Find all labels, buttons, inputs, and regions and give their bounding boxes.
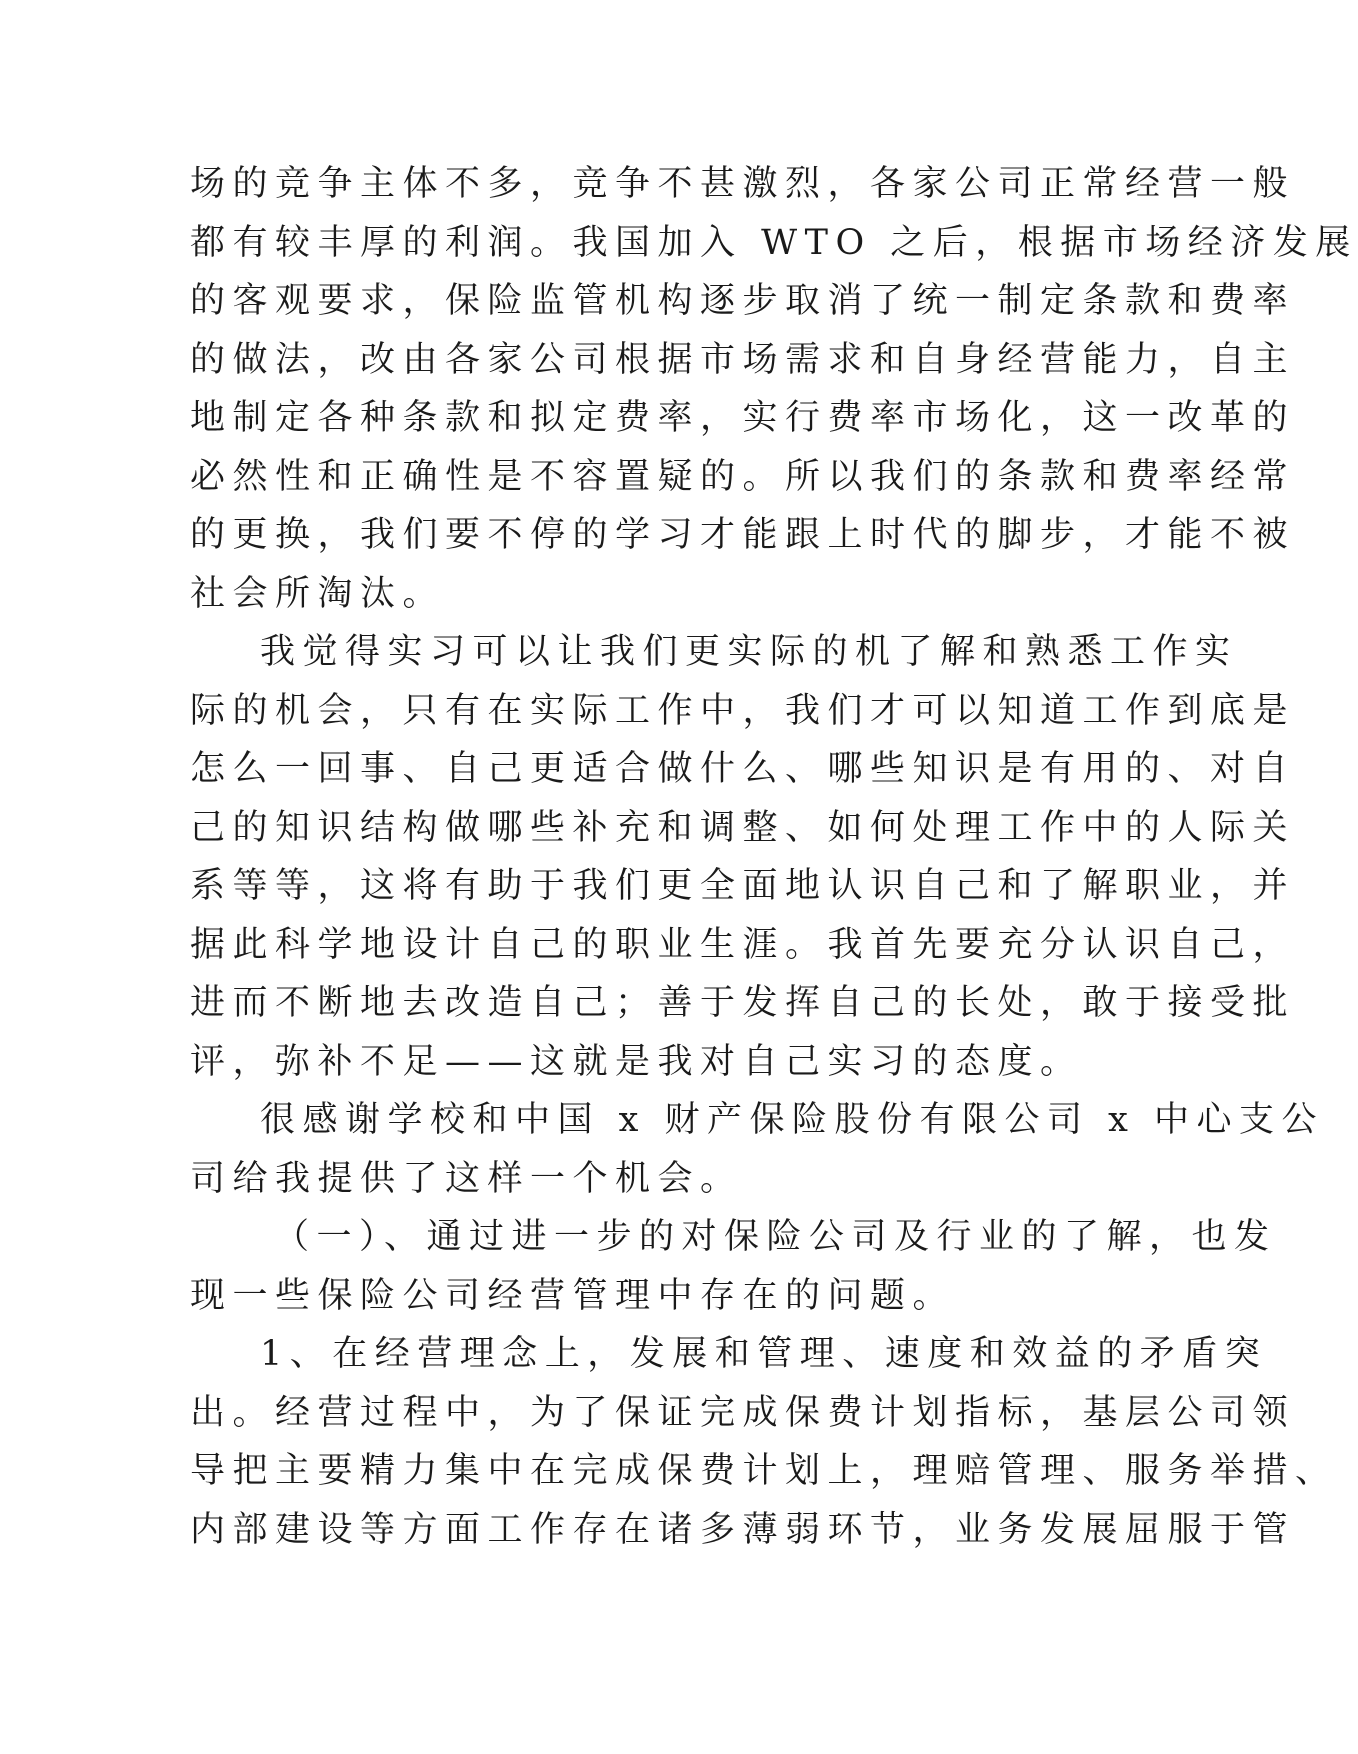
text-line: 据此科学地设计自己的职业生涯。我首先要充分认识自己， — [190, 924, 1296, 965]
paragraph-start-line: 1、在经营理念上，发展和管理、速度和效益的矛盾突 — [260, 1334, 1268, 1374]
text-line: 都有较丰厚的利润。我国加入 WTO 之后，根据市场经济发展 — [190, 222, 1358, 263]
text-line: 地制定各种条款和拟定费率，实行费率市场化，这一改革的 — [190, 398, 1296, 438]
text-line: 必然性和正确性是不容置疑的。所以我们的条款和费率经常 — [190, 456, 1296, 497]
text-line: 出。经营过程中，为了保证完成保费计划指标，基层公司领 — [190, 1392, 1296, 1433]
text-line: 内部建设等方面工作存在诸多薄弱环节，业务发展屈服于管 — [190, 1509, 1296, 1550]
text-line: 司给我提供了这样一个机会。 — [190, 1158, 743, 1199]
body-text — [190, 155, 1358, 1559]
paragraph-start-line: 我觉得实习可以让我们更实际的机了解和熟悉工作实 — [260, 632, 1238, 672]
text-line: 评，弥补不足——这就是我对自己实习的态度。 — [190, 1041, 1083, 1082]
text-line: 怎么一回事、自己更适合做什么、哪些知识是有用的、对自 — [190, 749, 1296, 789]
text-line: 的更换，我们要不停的学习才能跟上时代的脚步，才能不被 — [190, 515, 1296, 555]
text-line: 际的机会，只有在实际工作中，我们才可以知道工作到底是 — [190, 690, 1296, 731]
text-line: 导把主要精力集中在完成保费计划上，理赔管理、服务举措、 — [190, 1451, 1338, 1491]
text-line: 系等等，这将有助于我们更全面地认识自己和了解职业，并 — [190, 866, 1296, 906]
paragraph-start-line: 很感谢学校和中国 x 财产保险股份有限公司 x 中心支公 — [260, 1100, 1324, 1140]
text-line: 的做法，改由各家公司根据市场需求和自身经营能力，自主 — [190, 339, 1296, 380]
text-line: 现一些保险公司经营管理中存在的问题。 — [190, 1275, 956, 1316]
text-line: 的客观要求，保险监管机构逐步取消了统一制定条款和费率 — [190, 281, 1296, 321]
text-line: 场的竞争主体不多，竞争不甚激烈，各家公司正常经营一般 — [190, 164, 1296, 204]
text-line: 进而不断地去改造自己；善于发挥自己的长处，敢于接受批 — [190, 983, 1296, 1023]
text-line: 己的知识结构做哪些补充和调整、如何处理工作中的人际关 — [190, 807, 1296, 848]
text-line: 社会所淘汰。 — [190, 573, 446, 614]
section-heading-line: （一）、通过进一步的对保险公司及行业的了解，也发 — [274, 1217, 1277, 1257]
